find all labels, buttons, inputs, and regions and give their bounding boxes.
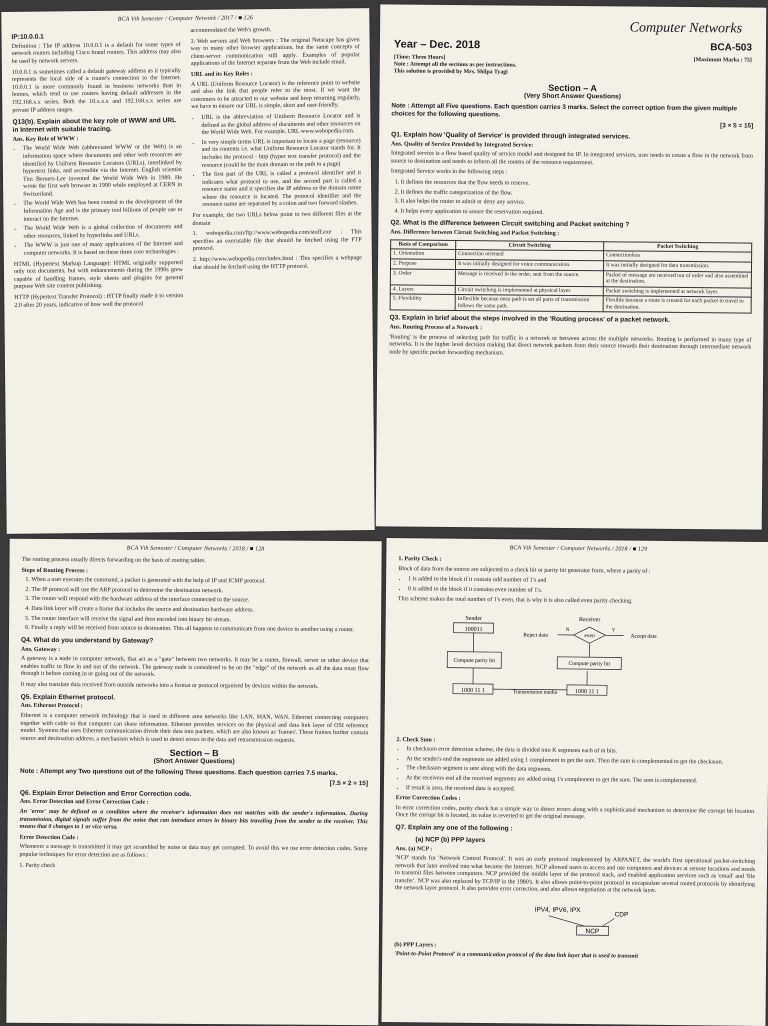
answer-1-paragraph: Integrated service is a flow based quality of service model and designed for IP. In integrated services, user needs to create a flow in the network from source to destination and needs to inform all the routers of the resource requirement. [391,151,753,169]
www-bullet: • The World Wide Web (abbreviated WWW or the Web) is an information space where documents and other web resources are identified by Uniform Resource Locators (URLs), interlinked by hypertext links, and accessible via the Internet. English scientist Tim Berners-Lee invented the World Wide Web in 1989. He wrote the first web browser in 1990 while employed at CERN in Switzerland. [23,144,183,199]
step-item: 1. When a user executes the command, a packet is generated with the help of IP and ICMP protocol. [31,577,369,587]
checksum-item: • At the sender's end the segments are added using 1 complement to get the sum. Then the sum is complemented to get the checksum. [406,756,756,767]
question-2: Q2. What is the difference between Circuit switching and Packet switching ? [390,220,752,231]
answer-7-heading: Ans. (a) NCP : [395,846,755,857]
parity-paragraph: Block of data from the source are subjected to a check bit or parity bit generator form, where a parity of : [398,566,758,577]
table-cell: It was initially designed for data transmission. [603,261,751,272]
running-header: BCA Vth Semester / Computer Networks / 2018 / ■ 129 [386,544,768,554]
cdp-label: CDP [615,911,629,918]
www-bullet: • The World Wide Web has been central to the development of the Information Age and is the primary tool billions of people use to interact on the Internet. [23,200,182,224]
cdp-connector [602,918,614,926]
receiver-label: Receiver [579,617,600,623]
question-4: Q4. What do you understand by Gateway? [21,637,369,647]
even-label: even [584,633,595,639]
table-row [390,294,751,313]
checksum-item: • If result is zero, the received data is accepted. [406,785,756,796]
switching-comparison-table [390,239,753,314]
sender-label: Sender [465,616,482,622]
table-header: Basis of Comparison [391,240,456,250]
ppp-title: (b) PPP Layers : [394,942,754,953]
step-item: 2. It defines the traffic categorization of the flow. [401,189,753,200]
url-title: URL and its Key Roles : [191,70,360,79]
section-a-subtitle: (Very Short Answer Questions) [379,91,765,101]
table-cell: Message is received in the order, sent from the source. [455,269,603,286]
page-129 [381,538,768,1026]
url-example-intro: For example, the two URLs below point to two different files at the domain [192,211,361,228]
transmission-label: Transmission media [513,689,558,695]
step-item: 4. It helps every application to assure the reservation required. [400,208,752,219]
table-header: Packet Switching [604,242,752,253]
max-marks: [Maximum Marks : 75] [694,57,752,79]
exam-year: Year – Dec. 2018 [394,38,480,51]
receiver-frame-bits: 1000 11 1 [575,689,599,695]
routing-intro: The routing process usually directs forwarding on the basis of routing tables. [22,557,370,567]
page-126 [1,8,374,534]
question-13b: Q13(b). Explain about the key role of WWW and URL in Internet with suitable tracing. [12,117,181,134]
sender-frame-bits: 1000 11 1 [461,688,485,694]
section-b-title: Section – B [20,749,368,759]
url-example-2: 2. http://www.webopedia.com/index.html : This specifies a webpage that should be fetched using the HTTP protocol. [193,255,362,272]
accept-label: Accept data [630,634,657,640]
table-cell: Circuit switching is implemented at physical layer. [455,285,603,296]
checksum-title: 2. Check Sum : [396,737,756,748]
answer-1-heading: Ans. Quality of Service Provided by Integrated Service: [391,141,753,152]
yes-label: Y [612,628,616,633]
step-item: 1. It defines the resources that the flow needs to reserve. [401,179,753,190]
answer-1-steps [390,179,752,219]
table-cell: 1. Orientation [391,249,456,259]
page-exam-title [376,4,767,529]
time-limit: [Time: Three Hours] [394,54,517,62]
answer-4-heading: Ans. Gateway : [21,646,369,656]
answer-6-paragraph: An 'error' may be defined as a condition where the receiver's information does not matches with the sender's information. During transmission, digital signals suffer from the noise that can introduce errors in binary bits traveling from the sender to the receiver. This means that 0 changes to 1 or vice versa. [20,809,368,834]
table-cell: Packet switching is implemented at network layer. [603,286,751,297]
running-header: BCA Vth Semester / Computer Networks / 2018 / ■ 128 [10,545,382,554]
ip-title: IP:10.0.0.1 [12,32,181,42]
table-cell: Connectionless [604,251,752,262]
url-bullet: • The first part of the URL is called a protocol identifier and it indicates what protocol to use, and the second part is called a resource name and it specifies the IP address or the domain name where the resource is located. The protocol identifier and the resource name are separated by a colon and two forward slashes. [202,170,361,210]
sender-bits: 100011 [465,627,483,633]
answer-1-steps-title: Integrated Service works in the following steps : [391,169,753,180]
question-7: Q7. Explain any one of the following : [395,824,755,836]
column-right [190,26,362,311]
ncp-diagram [464,901,684,937]
checksum-item: • In checksum error detection scheme, the data is divided into K segments each of m bits. [406,746,756,757]
table-cell: 3. Order [390,268,455,285]
www-bullets [13,144,183,258]
checksum-item: • The checksum segment is sent along with the data segments. [406,766,756,777]
table-cell: It was initially designed for voice communication. [455,259,603,270]
checksum-item: • At the receivers end all the received segments are added using 1's complement to get the sum. The sum is complemented. [406,775,756,786]
table-cell: Inflexible because once path is set all parts of transmission follows the same path. [455,295,603,312]
section-b-note: Note : Attempt any Two questions out of the following Three questions. Each question carries 7.5 marks. [20,768,368,778]
course-code: BCA-503 [710,42,752,53]
section-b-subtitle: (Short Answer Questions) [20,757,368,767]
checksum-items [396,746,756,796]
error-correction-title: Error Correction Codes : [396,795,756,806]
column-left [11,28,183,313]
note-sections: Note : Attempt all the sections as per instructions. [394,61,517,69]
url-paragraph: A URL (Uniform Resource Locator) is the reference point to website and also the link that people refer to the most. If we want the customers to be attracted to our website and keep returning regularly, we have to ensure our URL is simple, short and user-friendly. [191,80,360,112]
section-a-note: Note : Attempt all Five questions. Each question carries 3 marks. Select the correct option from the given multiple choices for the following questions. [391,102,753,120]
parity-title: 1. Parity Check : [398,556,758,567]
no-label: N [566,628,570,633]
table-cell: 5. Flexibility [390,294,455,311]
answer-4-paragraph-1: A gateway is a node in computer network, that act as a "gate" between two networks. It may be a router, firewall, server or other device that enables traffic to flow in and out of the network. The gateway node is considered to be on the "edge" of the network as all the data must flow through it before coming in or going out of the network. [21,656,369,681]
answer-7-paragraph: 'NCP' stands for 'Network Control Protocol'. It was an early protocol implemented by ARPANET, the world's first operational packet-switching network that later evolved into what became the Internet. NCP allowed users to access and use computers and devices at remote locations and needs to transmit files between computers. NCP provided the middle layer of the protocol stack, and enabled application services such as 'email' and 'file transfer'. NCP was also replaced by TCP/IP in the 1980's. It also allows point-to-point protocol to encapsulate several routed protocols by identifying the network layer protocol. It also provides error correction, and also allows negotiation at the network layer. [395,855,755,897]
url-bullets [191,113,361,210]
subject-title: Computer Networks [380,18,742,37]
step-item: 4. Data link layer will create a frame that includes the source and destination hardware address. [31,606,369,616]
table-cell: Packet of message are received out of order and also assembled at the destination. [603,270,751,287]
parity-item: • 0 is added to the block if it contains even number of 1's. [408,586,758,597]
answer-2-heading: Ans. Difference between Circuit Switching and Packet Switching : [390,230,752,241]
question-1: Q1. Explain how 'Quality of Service' is provided through integrated services. [391,131,753,142]
ncp-box-label: NCP [586,928,600,935]
step-item: 2. The IP protocol will use the ARP protocol to determine the destination network. [31,587,369,597]
section-b-marks: [7.5 × 2 = 15] [20,778,368,788]
page-128 [6,539,381,1026]
error-correction-paragraph: In error correction codes, parity check has a simple way to detect errors along with a sophisticated mechanism to determine the corrupt bit location. Once the corrupt bit is located, its value is reverted to get the original message. [396,805,756,824]
url-example-1: 1. webopedia.com/ftp://www.webopedia.com/stuff.exe : This specifies an executable file that should be fetched using the FTP protocol. [193,229,362,254]
answer-6-heading: Ans. Error Detection and Error Correction Code : [20,799,368,809]
parity-paragraph-2: This scheme makes the total number of 1's even, that is why it is also called even parity checking. [398,597,758,608]
www-bullet: • The WWW is just one of many applications of the Internet and computer networks. It is based on these three core technologies : [24,242,183,259]
sender-compute-label: Compute parity bit [453,658,495,664]
answer-5-paragraph: Ethernet is a computer network technology that is used in different area networks like LAN, MAN, WAN. Ethernet connecting computers together with cable so that computer can share information. Ethernet provides services on the physical and data link layer of OSI reference model. Systems that uses Ethernet communication divide their data into packets, which are also known as 'frames'. These frames further contain source and destination address, a mechanism which is used to detect errors in the data and retransmission requests. [20,713,368,746]
parity-item: • 1 is added to the block if it contain odd number of 1's and [408,576,758,587]
ppp-paragraph: 'Point-to-Point Protocol' is a communication protocol of the data link layer that is used to transmit [394,951,754,962]
table-header: Circuit Switching [456,240,604,251]
question-3: Q3. Explain in brief about the steps involved in the 'Routing process' of a packet network. [390,315,752,326]
question-5: Q5. Explain Ethernet protocol. [21,693,369,703]
solution-credit: This solution is provided by Mrs. Shilpa Tyagi [394,68,517,76]
reject-label: Reject data [523,632,548,638]
answer-5-heading: Ans. Ethernet Protocol : [20,703,368,713]
table-cell: 4. Layers [390,285,455,295]
step-item: 3. It also helps the router to admit or deny any service. [401,199,753,210]
ncp-protocols-label: IPV4, IPV6, IPX [535,907,582,914]
www-bullet: • The World Wide Web is a global collection of documents and other resources, linked by hyperlinks and URLs. [24,224,183,241]
question-7-options: (a) NCP (b) PPP layers [395,836,755,848]
answer-4-paragraph-2: It may also translate data received from outside networks into a format or protocol organised by devices within the network. [21,682,369,692]
table-cell: 2. Purpose [390,259,455,269]
url-bullet: • In very simple terms URL is important to locate a page (resource) and its contents i.e. what Uniform Resource Locator stands for. It includes the protocol - http (hyper text transfer protocol) and the resource (could be the main domain or the path to a page) [202,138,361,170]
step-item: 5. The router interface will receive the signal and then encoded into binary bit stream. [31,615,369,625]
routing-steps [21,577,369,635]
answer-3-heading: Ans. Routing Process of a Network : [389,325,751,336]
tech-item-web-servers: 3. Web servers and Web browsers : The original Netscape has given way to many other browser applications, but the same concepts of client-server communication still apply. Examples of popular applications of the Internet separate from the Web include email. [191,37,360,69]
error-detection-paragraph: Whenever a message is transmitted it may get scrambled by noise or data may get corrupted. To avoid this we use error detection codes. Some popular techniques for error detection are as follows : [19,844,367,862]
answer-heading: Ans. Key Role of WWW : [13,135,182,144]
step-item: 6. Finally a reply will be received from source to destination. This all happens to communicate from one device to another using a router. [31,625,369,635]
section-a-marks: [3 × 5 = 15] [391,120,753,131]
tech-item-http: HTTP (Hypertext Transfer Protocol) : HTTP finally made it to version 2.0 after 20 years, indicative of how well the protocol [14,293,183,310]
ip-definition: Definition : The IP address 10.0.0.1 is a default for some types of network routers including Cisco brand routers. This address may also be used by network servers. [12,42,181,67]
ip-paragraph: 10.0.0.1 is sometimes called a default gateway address as it typically represents the local side of a router's connection to the Internet. 10.0.0.1 is more commonly found in business networks than in homes, which tend to use routers having default addresses in the 192.168.x.x series. Both the 10.x.x.x and 192.168.x.x series are private IP address ranges. [12,68,181,115]
error-detection-item-1: 1. Parity check [19,862,367,872]
answer-3-paragraph: 'Routing' is the process of selecting path for traffic in a network or between across the multiple networks. Routing is performed in many type of networks. It is the higher level decision making that direct network packets from their source towards their destination through intermediate network node by specific packet forwarding mechanism. [389,334,751,360]
section-a-title: Section – A [380,81,766,94]
error-detection-title: Error Detection Code : [20,835,368,845]
tech-item-html: HTML (Hypertext Markup Language): HTML originally supported only text documents, but with enhancements during the 1990s grew capable of handling frames, style sheets and plugins for general purpose Web site content publishing. [14,260,183,292]
receiver-compute-label: Compute parity bit [568,661,610,667]
ncp-connector [548,916,584,926]
continuation-text: accommodated the Web's growth. [190,26,359,35]
parity-items [398,576,758,597]
table-cell: Flexible because a route is created for each packet to travel to the destination. [603,296,751,313]
url-bullet: • URL is the abbreviation of Uniform Resource Locator and is defined as the global address of documents and other resources on the World Wide Web. For example, URL www.webopedia.com. [201,113,360,137]
question-6: Q6. Explain Error Detection and Error Correction code. [20,789,368,799]
table-cell: Connection oriented [456,250,604,261]
parity-check-diagram [417,611,718,732]
routing-steps-title: Steps of Routing Process : [21,567,369,577]
step-item: 3. The router will respond with the hardware address of the interface connected to the source. [31,596,369,606]
running-header: BCA Vth Semester / Computer Network / 2017 / ■ 126 [1,14,369,24]
